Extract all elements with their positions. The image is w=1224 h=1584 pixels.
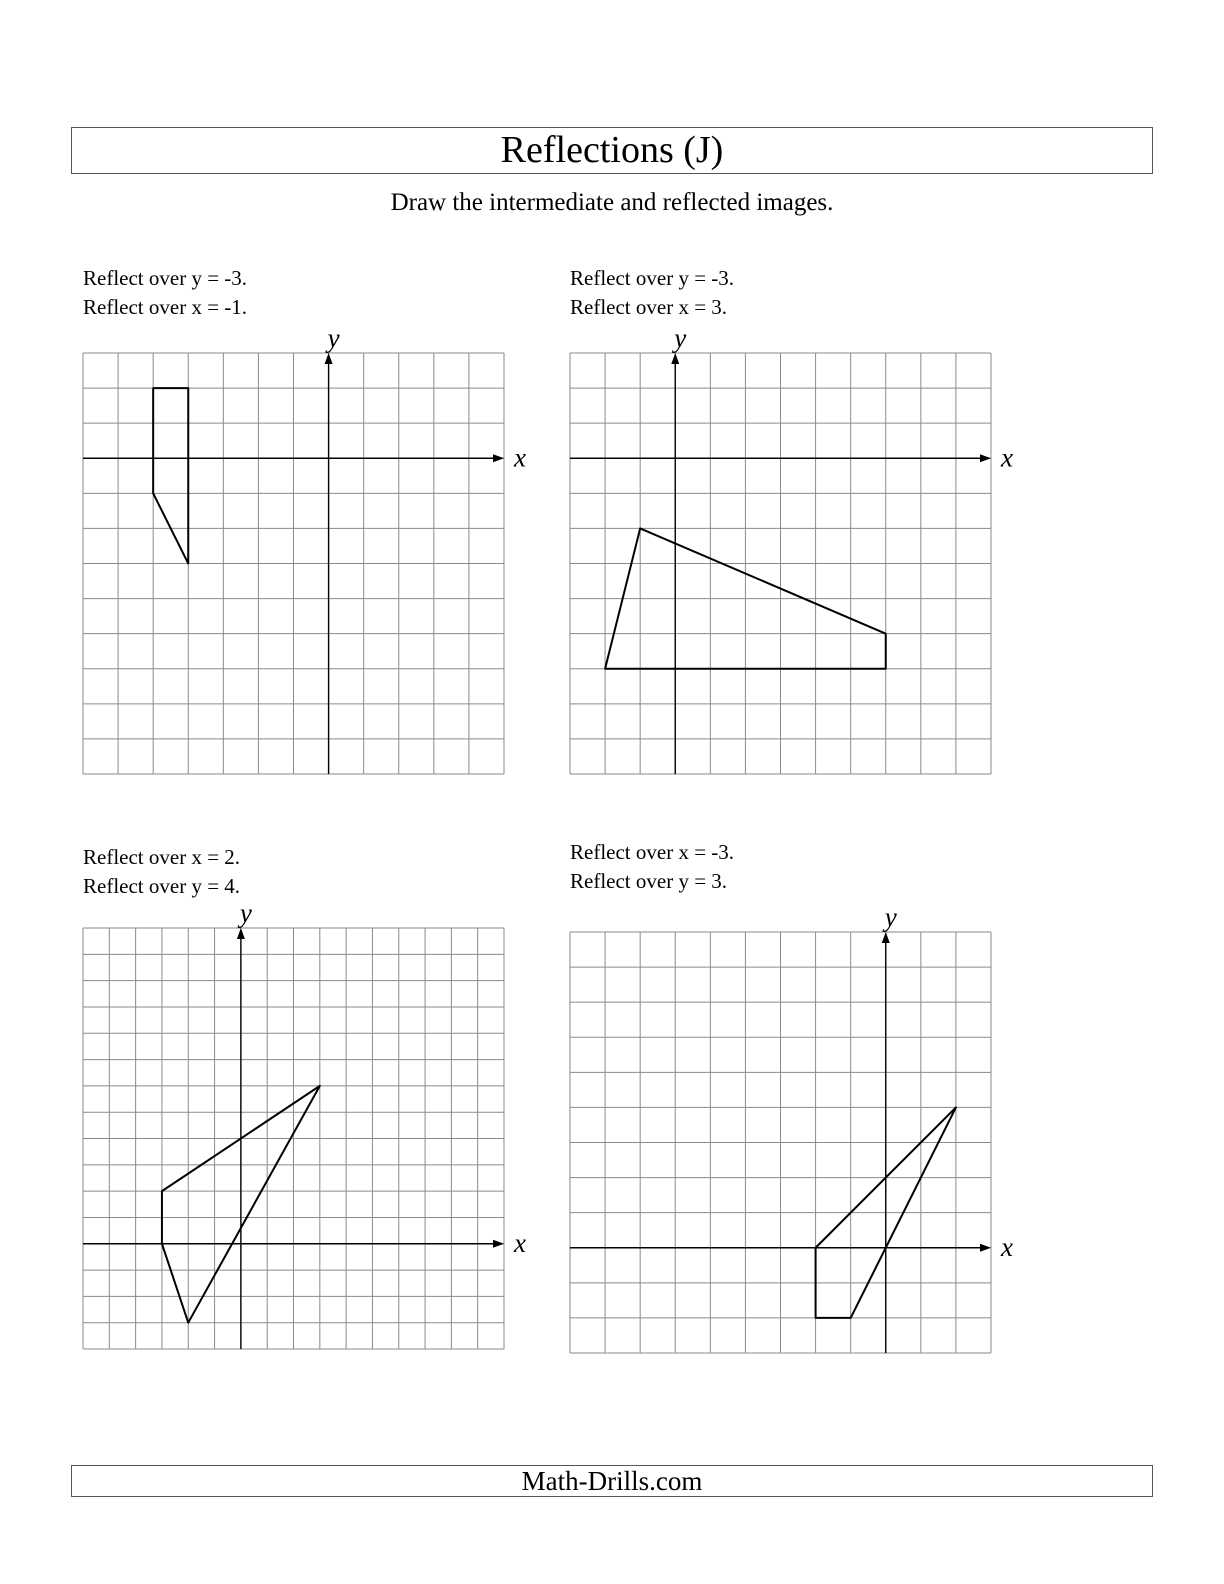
grid — [570, 353, 991, 774]
graph-1 — [83, 323, 526, 774]
footer-box — [71, 1465, 1153, 1497]
x-axis-arrow-icon — [980, 454, 991, 462]
problem-1-step-1: Reflect over y = -3. — [83, 266, 248, 290]
x-axis-label: x — [1001, 1231, 1013, 1262]
x-axis-arrow-icon — [493, 454, 504, 462]
y-axis-label: y — [674, 323, 687, 353]
problem-4-step-1: Reflect over x = -3. — [570, 840, 735, 864]
grid — [570, 932, 991, 1353]
grid — [83, 353, 504, 774]
y-axis-label: y — [239, 898, 252, 928]
preimage-shape — [153, 388, 188, 563]
grid — [83, 928, 504, 1349]
y-axis-arrow-icon — [325, 353, 333, 364]
worksheet-subtitle: Draw the intermediate and reflected images. — [390, 189, 834, 216]
graph-3 — [83, 898, 526, 1349]
footer-text: Math-Drills.com — [521, 1466, 703, 1496]
problem-2-step-1: Reflect over y = -3. — [570, 266, 735, 290]
y-axis-label: y — [884, 902, 897, 932]
problem-3-step-2: Reflect over y = 4. — [83, 874, 241, 898]
problem-1-step-2: Reflect over x = -1. — [83, 295, 248, 319]
x-axis-label: x — [1001, 442, 1013, 473]
y-axis-label: y — [327, 323, 340, 353]
y-axis-arrow-icon — [237, 928, 245, 939]
x-axis-label: x — [514, 442, 526, 473]
worksheet-title: Reflections (J) — [500, 129, 724, 171]
problem-3-step-1: Reflect over x = 2. — [83, 845, 241, 869]
graph-2 — [570, 323, 1013, 774]
x-axis-arrow-icon — [493, 1240, 504, 1248]
problem-4-step-2: Reflect over y = 3. — [570, 869, 728, 893]
x-axis-label: x — [514, 1227, 526, 1258]
y-axis-arrow-icon — [882, 932, 890, 943]
x-axis-arrow-icon — [980, 1244, 991, 1252]
y-axis-arrow-icon — [671, 353, 679, 364]
graph-4 — [570, 902, 1013, 1353]
problem-2-step-2: Reflect over x = 3. — [570, 295, 728, 319]
